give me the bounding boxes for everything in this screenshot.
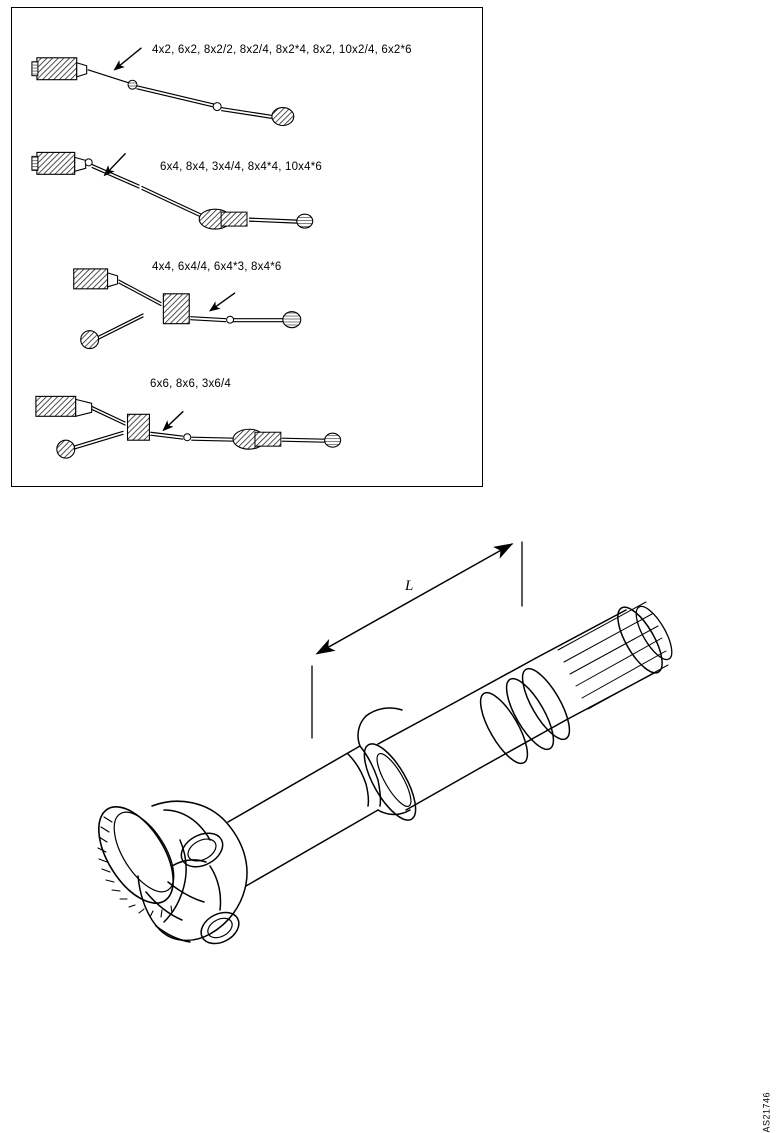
figure-code: AS21746 (762, 1092, 772, 1133)
variant-label-2: 6x4, 8x4, 3x4/4, 8x4*4, 10x4*6 (160, 161, 322, 173)
variant-label-1: 4x2, 6x2, 8x2/2, 8x2/4, 8x2*4, 8x2, 10x2/4, 6x2*6 (152, 44, 412, 56)
dimension-label-L: L (405, 578, 414, 594)
variant-label-3: 4x4, 6x4/4, 6x4*3, 8x4*6 (152, 261, 282, 273)
variant-label-4: 6x6, 8x6, 3x6/4 (150, 378, 231, 390)
variant-configurations-panel (11, 7, 483, 487)
variant-diagrams-svg (12, 8, 482, 486)
variant-diagram-4 (36, 396, 341, 458)
driveshaft-illustration (60, 510, 740, 980)
variant-diagram-1 (32, 48, 294, 126)
driveshaft-svg (60, 510, 740, 980)
variant-diagram-3 (74, 269, 301, 349)
